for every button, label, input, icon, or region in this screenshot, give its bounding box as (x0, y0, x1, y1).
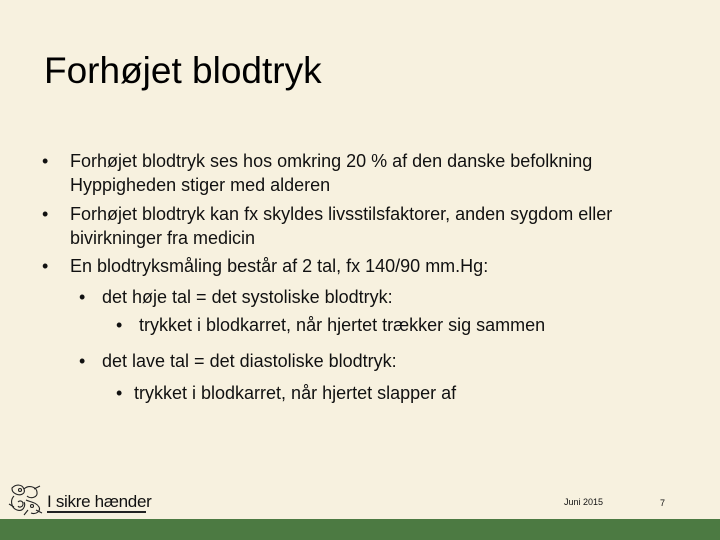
sub-sub-bullet-glyph: • (116, 315, 123, 335)
bullet-text: Forhøjet blodtryk ses hos omkring 20 % af den danske befolkning (70, 151, 593, 171)
bullet-text: En blodtryksmåling består af 2 tal, fx 140/90 mm.Hg: (70, 256, 489, 276)
sub-sub-bullet-glyph: • (116, 383, 123, 403)
sub-bullet-text: det høje tal = det systoliske blodtryk: (102, 287, 393, 307)
page-number: 7 (660, 498, 666, 508)
bullet-glyph: • (42, 256, 49, 276)
sub-bullet-text: det lave tal = det diastoliske blodtryk: (102, 351, 397, 371)
bottom-bar (0, 519, 720, 540)
bullet-text-continued: bivirkninger fra medicin (70, 228, 256, 248)
bullet-text-continued: Hyppigheden stiger med alderen (70, 175, 331, 195)
bullet-glyph: • (42, 204, 49, 224)
footer-date: Juni 2015 (564, 497, 604, 507)
logo-text: I sikre hænder (47, 492, 152, 511)
sub-bullet-glyph: • (79, 351, 86, 371)
bullet-glyph: • (42, 151, 49, 171)
bullet-text: Forhøjet blodtryk kan fx skyldes livsstilsfaktorer, anden sygdom eller (70, 204, 613, 224)
logo-underline (47, 511, 146, 513)
sub-sub-bullet-text: trykket i blodkarret, når hjertet slapper af (134, 383, 457, 403)
slide-title: Forhøjet blodtryk (44, 50, 322, 91)
sub-bullet-glyph: • (79, 287, 86, 307)
sub-sub-bullet-text: trykket i blodkarret, når hjertet trækker sig sammen (139, 315, 546, 335)
